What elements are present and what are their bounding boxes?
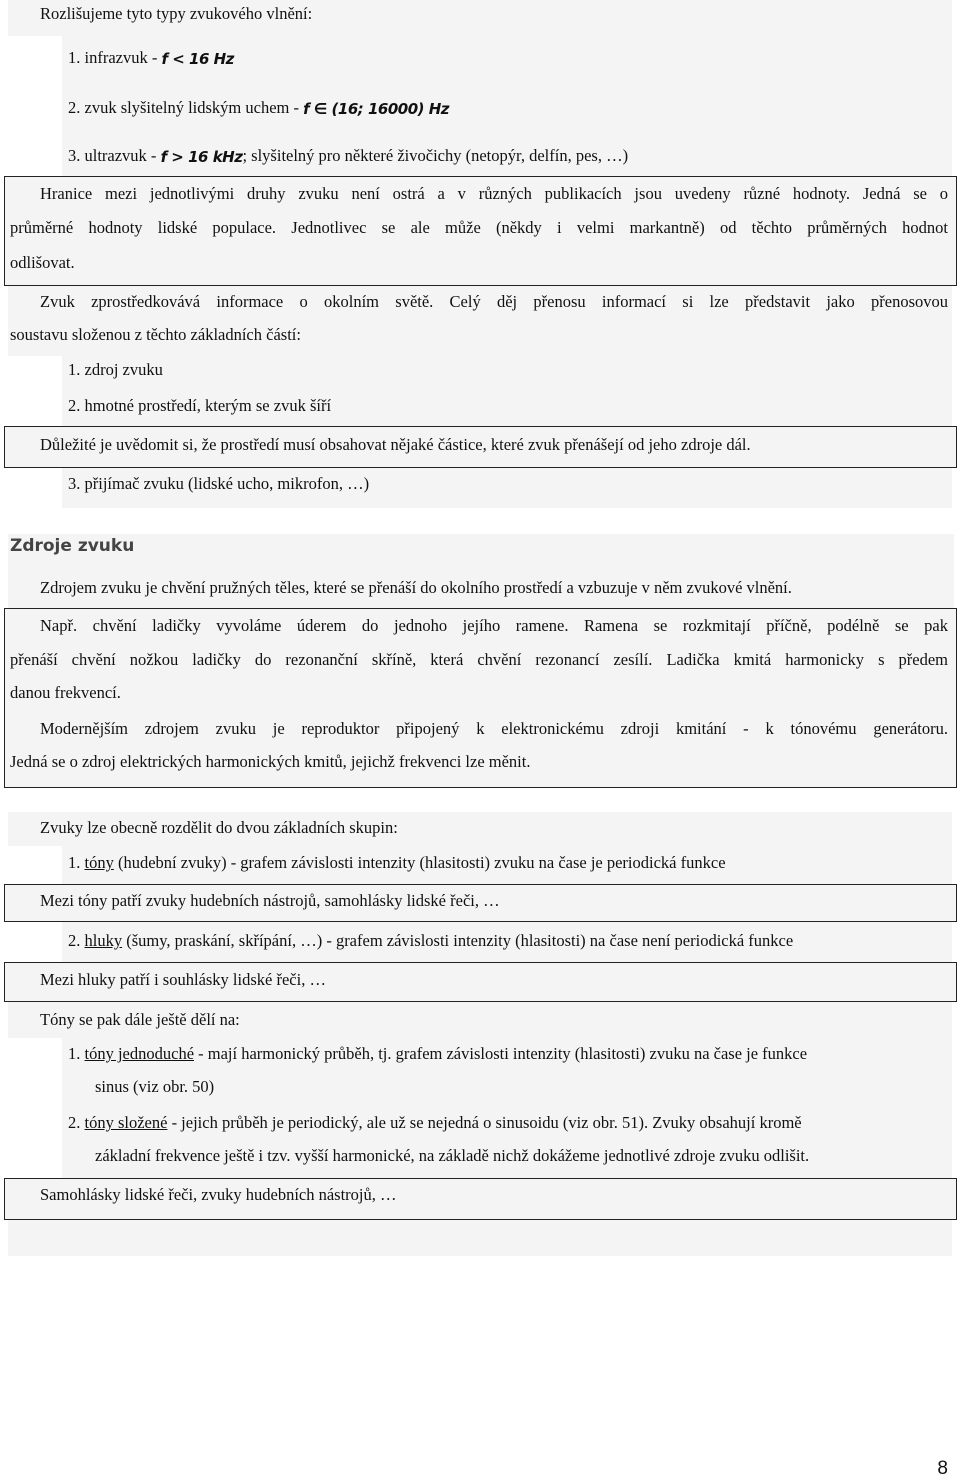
note-line: Hranice mezi jednotlivými druhy zvuku není ostrá a v různých publikacích jsou uvedeny různé hodnoty. Jedná se o: [40, 184, 948, 203]
term-complex-tones: tóny složené: [84, 1113, 168, 1132]
transfer-item-receiver: 3. přijímač zvuku (lidské ucho, mikrofon, …): [68, 474, 370, 493]
type-audible: [68, 98, 449, 119]
type-label: 3. ultrazvuk -: [68, 146, 157, 165]
type-note: ; slyšitelný pro některé živočichy (netopýr, delfín, pes, …): [242, 146, 629, 165]
type-infrasound: [68, 48, 234, 69]
page-number: 8: [937, 1458, 948, 1479]
transfer-line: Zvuk zprostředkovává informace o okolním světě. Celý děj přenosu informací si lze představit jako přenosovou: [40, 292, 948, 311]
trailing-block: [8, 1220, 952, 1256]
transfer-item-source: 1. zdroj zvuku: [68, 360, 163, 379]
transfer-item-medium: 2. hmotné prostředí, kterým se zvuk šíří: [68, 396, 332, 415]
vowels-note: Samohlásky lidské řeči, zvuky hudebních nástrojů, …: [40, 1185, 397, 1204]
item-number: 1.: [68, 853, 81, 872]
tone-simple: [68, 1044, 807, 1064]
example-line: Jedná se o zdroj elektrických harmonických kmitů, jejichž frekvenci lze měnit.: [10, 752, 531, 771]
tones-note: Mezi tóny patří zvuky hudebních nástrojů, samohlásky lidské řeči, …: [40, 891, 500, 910]
term-tones: tóny: [84, 853, 114, 872]
example-line: Např. chvění ladičky vyvoláme úderem do jednoho jejího ramene. Ramena se rozkmitají příčně, podélně se pak: [40, 616, 948, 635]
definition-text: Zdrojem zvuku je chvění pružných těles, které se přenáší do okolního prostředí a vzbuzuje v něm zvukové vlnění.: [40, 578, 792, 597]
tone-complex-cont: základní frekvence ještě i tzv. vyšší harmonické, na základě nichž dokážeme jednotlivé zdroje zvuku odlišit.: [95, 1146, 810, 1165]
intro-text: Rozlišujeme tyto typy zvukového vlnění:: [40, 4, 313, 23]
group-noise: [68, 931, 793, 951]
sources-heading-block: [8, 534, 954, 570]
example-line: danou frekvencí.: [10, 683, 121, 702]
formula: f < 16 Hz: [161, 50, 234, 69]
note-line: odlišovat.: [10, 253, 75, 272]
item-description: - jejich průběh je periodický, ale už se nejedná o sinusoidu (viz obr. 51). Zvuky obsahují kromě: [171, 1113, 802, 1132]
item-description: (šumy, praskání, skřípání, …) - grafem závislosti intenzity (hlasitosti) na čase není periodická funkce: [126, 931, 794, 950]
groups-intro: Zvuky lze obecně rozdělit do dvou základních skupin:: [40, 818, 398, 837]
item-description: - mají harmonický průběh, tj. grafem závislosti intenzity (hlasitosti) zvuku na čase je funkce: [198, 1044, 808, 1063]
noise-note: Mezi hluky patří i souhlásky lidské řeči, …: [40, 970, 326, 989]
group-tones: [68, 853, 726, 873]
example-line: Modernějším zdrojem zvuku je reproduktor připojený k elektronickému zdroji kmitání - k tónovému generátoru.: [40, 719, 948, 738]
type-label: 1. infrazvuk -: [68, 48, 158, 67]
tone-complex: [68, 1113, 802, 1133]
tones-intro: Tóny se pak dále ještě dělí na:: [40, 1010, 240, 1029]
type-ultrasound: [68, 146, 628, 167]
transfer-line: soustavu složenou z těchto základních částí:: [10, 325, 301, 344]
item-number: 2.: [68, 1113, 81, 1132]
note-line: průměrné hodnoty lidské populace. Jednotlivec se ale může (někdy i velmi markantně) od těchto průměrných hodnot: [10, 218, 948, 237]
item-number: 2.: [68, 931, 81, 950]
item-number: 1.: [68, 1044, 81, 1063]
formula: f ∈ (16; 16000) Hz: [303, 100, 450, 119]
example-line: přenáší chvění nožkou ladičky do rezonanční skříně, která chvění rezonancí zesílí. Ladička kmitá harmonicky s předem: [10, 650, 948, 669]
important-text: Důležité je uvědomit si, že prostředí musí obsahovat nějaké částice, které zvuk přenášejí od jeho zdroje dál.: [40, 435, 751, 454]
item-description: (hudební zvuky) - grafem závislosti intenzity (hlasitosti) zvuku na čase je periodická funkce: [117, 853, 726, 872]
type-label: 2. zvuk slyšitelný lidským uchem -: [68, 98, 299, 117]
section-heading: Zdroje zvuku: [10, 536, 135, 556]
tone-simple-cont: sinus (viz obr. 50): [95, 1077, 215, 1096]
term-simple-tones: tóny jednoduché: [84, 1044, 195, 1063]
term-noise: hluky: [84, 931, 123, 950]
formula: f > 16 kHz: [160, 148, 243, 167]
